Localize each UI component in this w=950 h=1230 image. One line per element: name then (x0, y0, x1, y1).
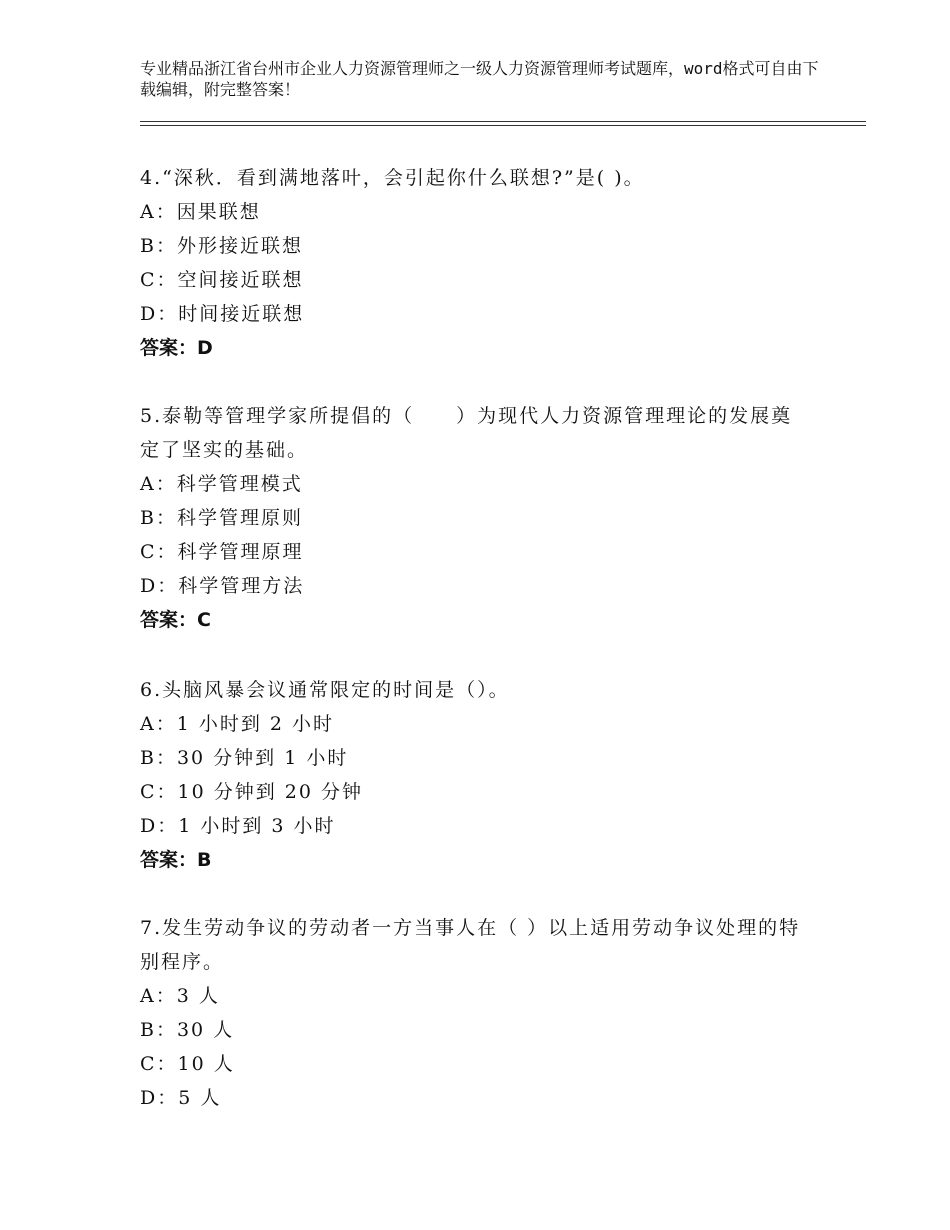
question-4 (140, 161, 810, 365)
option-d: D：1 小时到 3 小时 (140, 815, 336, 837)
option-a: A：科学管理模式 (140, 473, 303, 495)
option-a: A：1 小时到 2 小时 (140, 713, 335, 735)
option-b: B：外形接近联想 (140, 235, 303, 257)
question-stem: 5.泰勒等管理学家所提倡的（ ）为现代人力资源管理理论的发展奠定了坚实的基础。 (140, 405, 793, 461)
question-stem: 6.头脑风暴会议通常限定的时间是（）。 (140, 679, 510, 701)
question-7 (140, 911, 810, 1115)
option-c: C：空间接近联想 (140, 269, 304, 291)
header-rule-bottom (140, 125, 866, 126)
option-d: D：5 人 (140, 1087, 222, 1109)
option-c: C：科学管理原理 (140, 541, 304, 563)
question-stem: 7.发生劳动争议的劳动者一方当事人在（ ）以上适用劳动争议处理的特别程序。 (140, 917, 801, 973)
option-a: A：因果联想 (140, 201, 261, 223)
answer: 答案：D (140, 337, 213, 359)
answer: 答案：B (140, 849, 212, 871)
question-stem: 4.“深秋．看到满地落叶，会引起你什么联想?”是( )。 (140, 167, 645, 189)
option-b: B：30 人 (140, 1019, 235, 1041)
document-header: 专业精品浙江省台州市企业人力资源管理师之一级人力资源管理师考试题库，word格式可自由下载编辑，附完整答案！ (140, 59, 819, 99)
option-d: D：时间接近联想 (140, 303, 305, 325)
option-d: D：科学管理方法 (140, 575, 305, 597)
option-c: C：10 人 (140, 1053, 235, 1075)
option-a: A：3 人 (140, 985, 220, 1007)
question-5 (140, 399, 810, 637)
header-rule-top (140, 121, 866, 122)
answer: 答案：C (140, 609, 211, 631)
option-b: B：30 分钟到 1 小时 (140, 747, 349, 769)
option-b: B：科学管理原则 (140, 507, 303, 529)
option-c: C：10 分钟到 20 分钟 (140, 781, 364, 803)
question-6 (140, 673, 810, 877)
